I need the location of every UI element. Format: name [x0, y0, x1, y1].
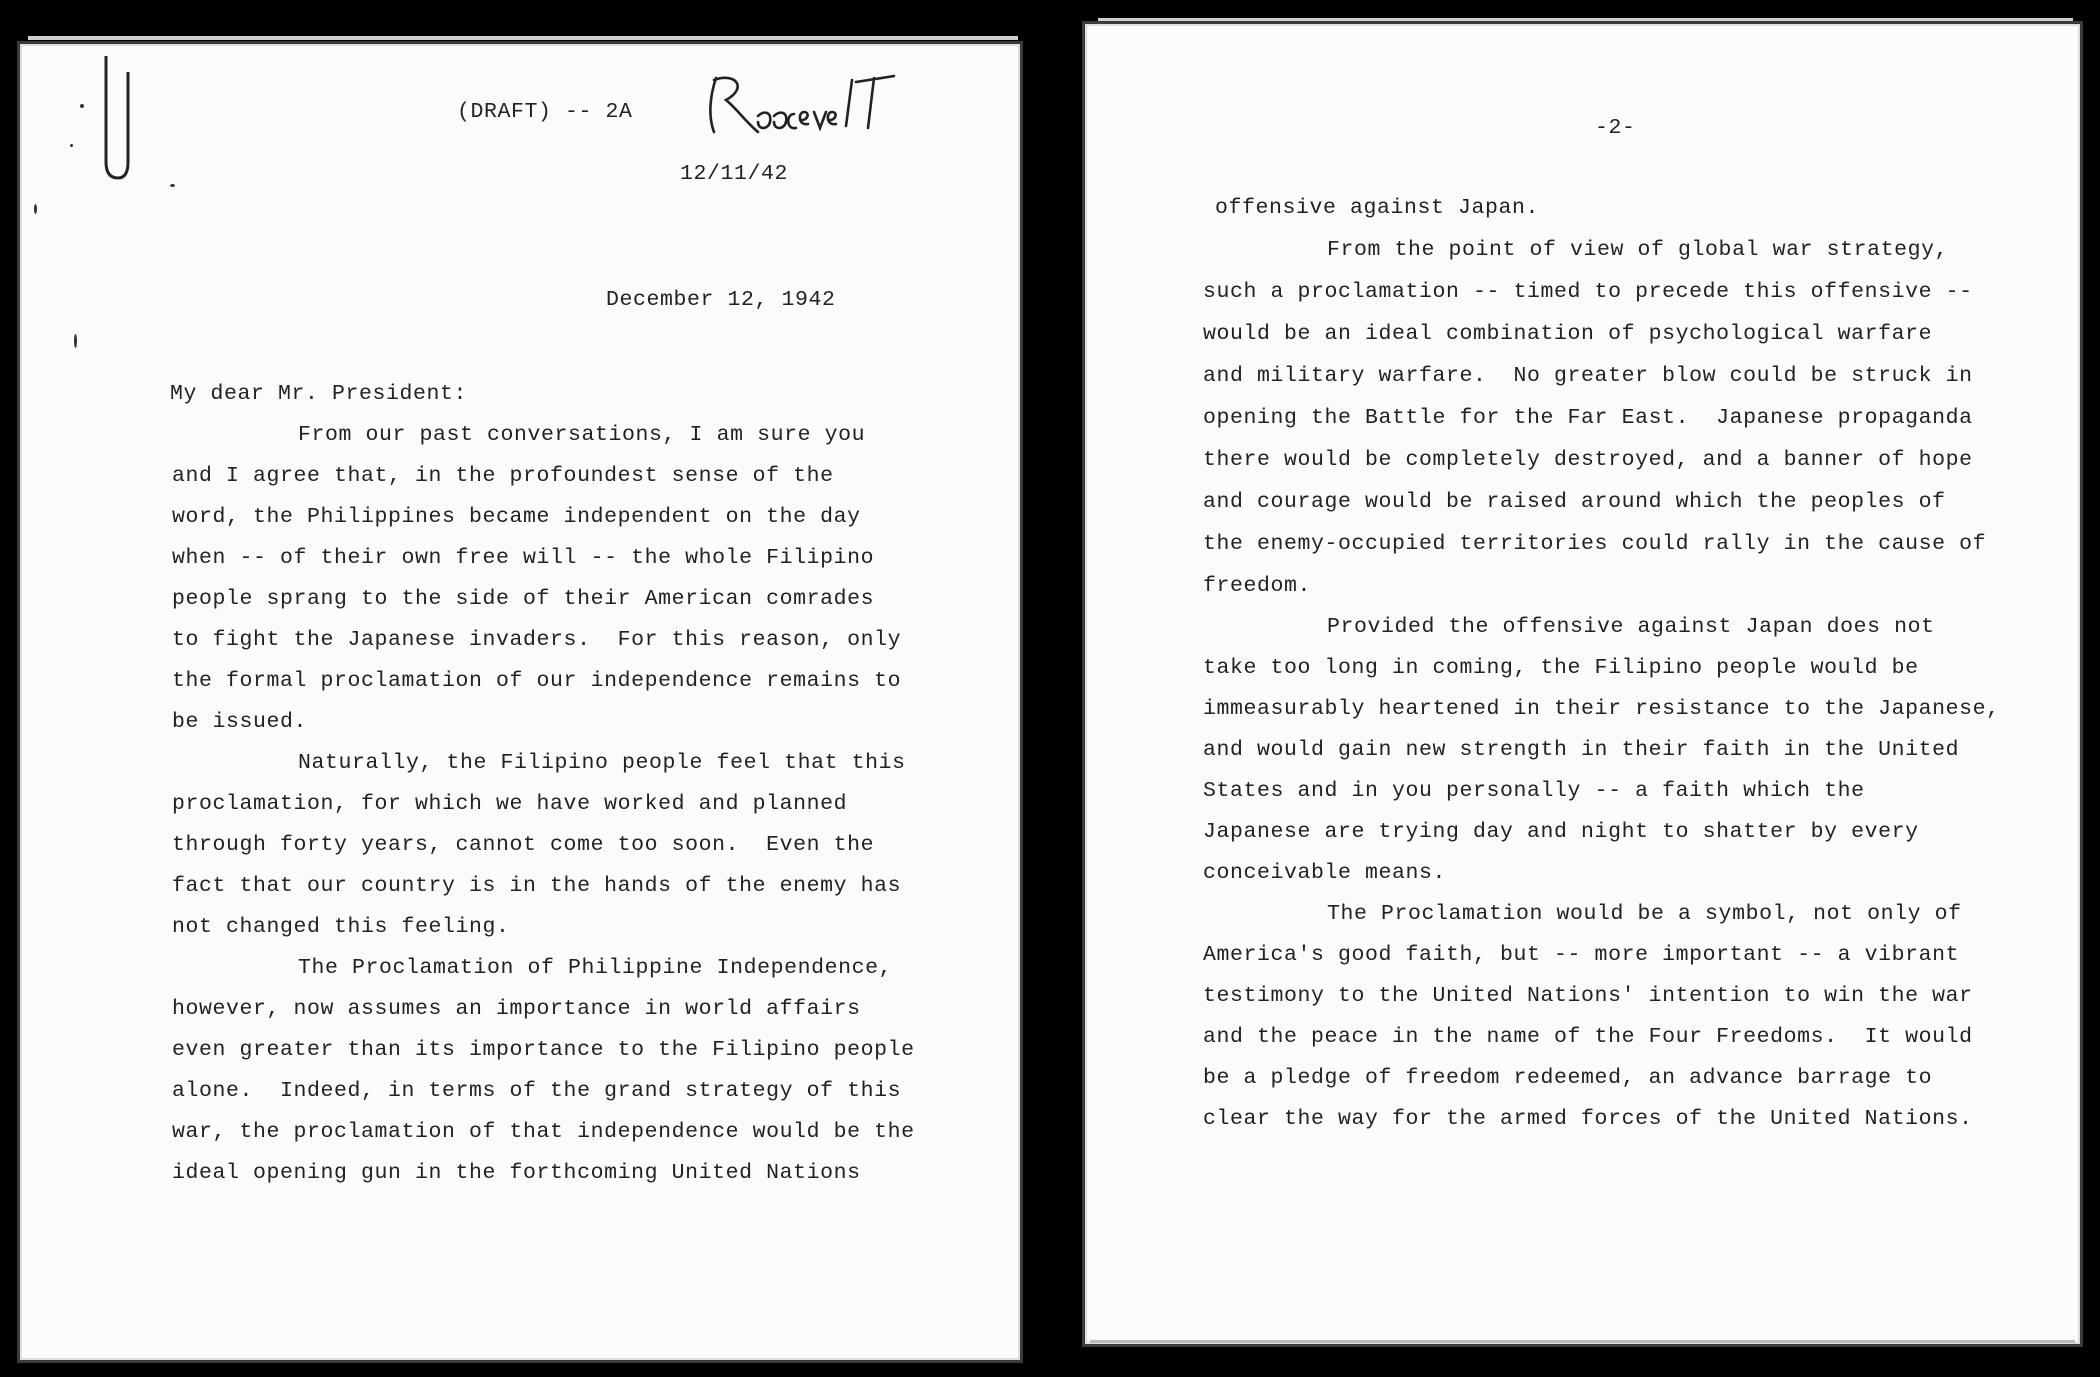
paper-speck [70, 144, 73, 147]
text-line: people sprang to the side of their American comrades [172, 587, 875, 611]
letter-page-1 [20, 44, 1020, 1360]
text-line: and I agree that, in the profoundest sense of the [172, 464, 834, 488]
text-line: ideal opening gun in the forthcoming United Nations [172, 1161, 861, 1185]
paper-speck [34, 204, 37, 214]
text-line: conceivable means. [1203, 861, 1447, 885]
page-number: -2- [1595, 116, 1636, 140]
text-line: and would gain new strength in their faith in the United [1203, 738, 1960, 762]
paper-speck [80, 104, 84, 108]
text-line: alone. Indeed, in terms of the grand strategy of this [172, 1079, 902, 1103]
text-line: and the peace in the name of the Four Freedoms. It would [1203, 1025, 1973, 1049]
text-line: not changed this feeling. [172, 915, 510, 939]
text-line: through forty years, cannot come too soon. Even the [172, 833, 875, 857]
text-line: States and in you personally -- a faith which the [1203, 779, 1865, 803]
text-line: clear the way for the armed forces of the United Nations. [1203, 1107, 1973, 1131]
text-line: From our past conversations, I am sure you [298, 423, 866, 447]
text-line: the enemy-occupied territories could rally in the cause of [1203, 532, 1987, 556]
letter-date: December 12, 1942 [606, 288, 836, 312]
sheet-edge [1090, 1340, 2075, 1343]
paper-clip-icon [98, 52, 132, 182]
text-line: opening the Battle for the Far East. Japanese propaganda [1203, 406, 1973, 430]
text-line: From the point of view of global war strategy, [1327, 238, 1949, 262]
text-line: testimony to the United Nations' intention to win the war [1203, 984, 1973, 1008]
reference-date: 12/11/42 [680, 162, 789, 186]
roosevelt-signature [696, 66, 906, 146]
text-line: the formal proclamation of our independence remains to [172, 669, 902, 693]
text-line: even greater than its importance to the Filipino people [172, 1038, 915, 1062]
text-line: would be an ideal combination of psychological warfare [1203, 322, 1933, 346]
draft-label: (DRAFT) -- 2A [457, 100, 633, 124]
text-line: be issued. [172, 710, 308, 734]
text-line: there would be completely destroyed, and a banner of hope [1203, 448, 1973, 472]
text-line: and military warfare. No greater blow could be struck in [1203, 364, 1973, 388]
text-line: Provided the offensive against Japan does not [1327, 615, 1935, 639]
text-line: proclamation, for which we have worked and planned [172, 792, 848, 816]
text-line: take too long in coming, the Filipino people would be [1203, 656, 1919, 680]
text-line: The Proclamation of Philippine Independence, [298, 956, 893, 980]
text-line: freedom. [1203, 574, 1312, 598]
text-line: offensive against Japan. [1215, 196, 1540, 220]
sheet-edge [1098, 18, 2073, 22]
text-line: be a pledge of freedom redeemed, an advance barrage to [1203, 1066, 1933, 1090]
text-line: Japanese are trying day and night to shatter by every [1203, 820, 1919, 844]
paper-speck [170, 184, 175, 187]
text-line: immeasurably heartened in their resistance to the Japanese, [1203, 697, 2000, 721]
text-line: fact that our country is in the hands of the enemy has [172, 874, 902, 898]
salutation: My dear Mr. President: [170, 382, 468, 406]
text-line: Naturally, the Filipino people feel that this [298, 751, 906, 775]
text-line: however, now assumes an importance in world affairs [172, 997, 861, 1021]
paper-speck [74, 334, 77, 348]
sheet-edge [28, 36, 1018, 40]
text-line: and courage would be raised around which the peoples of [1203, 490, 1946, 514]
text-line: war, the proclamation of that independence would be the [172, 1120, 915, 1144]
letter-page-2 [1085, 24, 2080, 1344]
text-line: to fight the Japanese invaders. For this reason, only [172, 628, 902, 652]
text-line: The Proclamation would be a symbol, not only of [1327, 902, 1962, 926]
text-line: America's good faith, but -- more important -- a vibrant [1203, 943, 1960, 967]
text-line: such a proclamation -- timed to precede this offensive -- [1203, 280, 1973, 304]
text-line: when -- of their own free will -- the whole Filipino [172, 546, 875, 570]
text-line: word, the Philippines became independent on the day [172, 505, 861, 529]
